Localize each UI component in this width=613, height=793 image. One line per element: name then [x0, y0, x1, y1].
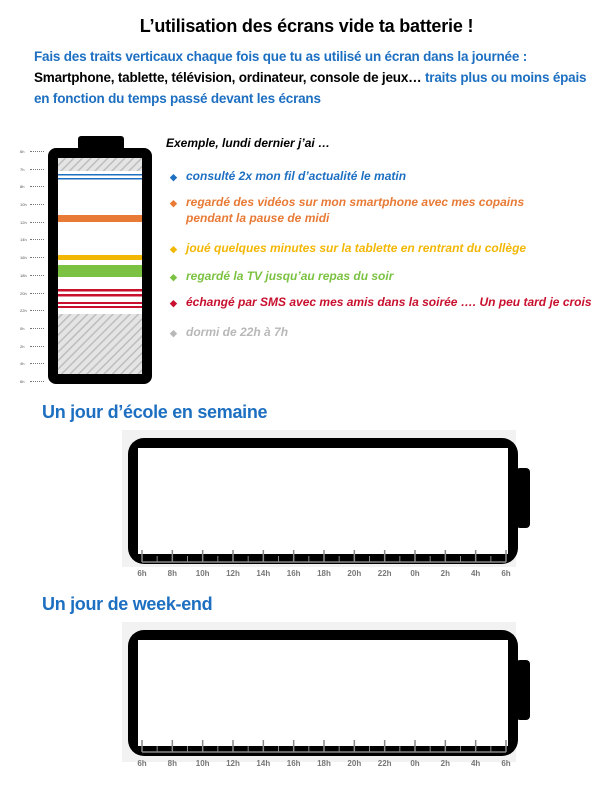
axis-tick-label: 2h	[440, 569, 450, 578]
axis-tick-label: 22h	[377, 759, 392, 768]
example-scale-label: 16h	[20, 255, 44, 260]
example-legend-item	[170, 194, 524, 226]
axis-tick-label: 6h	[501, 569, 511, 578]
example-scale-label: 8h	[20, 184, 44, 189]
axis-tick-label: 16h	[286, 569, 301, 578]
example-scale-label: 6h	[20, 379, 44, 384]
instructions-line-1: Fais des traits verticaux chaque fois que tu as utilisé un écran dans la journée :	[34, 49, 528, 64]
example-scale-label: 6h	[20, 149, 44, 154]
axis-tick-label: 6h	[501, 759, 511, 768]
example-legend-item	[170, 240, 526, 257]
weekend-time-axis	[124, 738, 524, 774]
axis-tick-label: 10h	[195, 759, 210, 768]
example-scale-label: 2h	[20, 344, 44, 349]
axis-tick-label: 14h	[256, 759, 271, 768]
weekday-time-axis	[124, 548, 524, 584]
axis-tick-label: 6h	[137, 569, 147, 578]
example-legend-item	[170, 268, 393, 285]
axis-tick-label: 2h	[440, 759, 450, 768]
page-title: L’utilisation des écrans vide ta batterie !	[139, 16, 474, 36]
axis-tick-label: 10h	[195, 569, 210, 578]
example-scale-label: 12h	[20, 220, 44, 225]
weekend-axis-ticks	[124, 738, 524, 756]
example-legend-text: échangé par SMS avec mes amis dans la soirée …. Un peu tard je crois	[186, 295, 592, 309]
diamond-icon: ◆	[170, 272, 177, 282]
example-scale-label: 4h	[20, 361, 44, 366]
axis-tick-label: 0h	[410, 569, 420, 578]
axis-tick-label: 4h	[470, 569, 481, 578]
diamond-icon: ◆	[170, 172, 177, 182]
example-battery	[44, 136, 156, 388]
axis-tick-label: 0h	[410, 759, 420, 768]
example-legend-item	[170, 294, 592, 311]
axis-tick-label: 18h	[317, 759, 331, 768]
axis-tick-label: 22h	[377, 569, 392, 578]
example-legend-text: consulté 2x mon fil d’actualité le matin	[186, 169, 407, 183]
diamond-icon: ◆	[170, 244, 177, 254]
diamond-icon: ◆	[170, 328, 177, 338]
example-battery-graphic	[44, 136, 156, 388]
axis-tick-label: 12h	[226, 569, 240, 578]
example-scale-label: 0h	[20, 326, 44, 331]
example-scale-label: 22h	[20, 308, 44, 313]
instructions	[34, 46, 594, 109]
instructions-line-2: traits plus ou moins épais en fonction du temps passé devant les écrans	[34, 70, 587, 106]
axis-tick-label: 20h	[347, 759, 362, 768]
example-legend-text: joué quelques minutes sur la tablette en rentrant du collège	[186, 241, 527, 255]
example-title: Exemple, lundi dernier j’ai …	[166, 136, 331, 150]
example-scale-label: 7h	[20, 167, 44, 172]
section-title-weekday: Un jour d’école en semaine	[42, 402, 268, 422]
example-scale-label: 18h	[20, 273, 44, 278]
axis-tick-label: 20h	[347, 569, 362, 578]
axis-tick-label: 8h	[167, 759, 177, 768]
axis-tick-label: 14h	[256, 569, 271, 578]
diamond-icon: ◆	[170, 198, 177, 208]
axis-tick-label: 4h	[470, 759, 481, 768]
instructions-devices: Smartphone, tablette, télévision, ordinateur, console de jeux…	[34, 70, 422, 85]
diamond-icon: ◆	[170, 298, 177, 308]
axis-tick-label: 6h	[137, 759, 147, 768]
axis-tick-label: 16h	[286, 759, 301, 768]
axis-tick-label: 18h	[317, 569, 331, 578]
example-legend-text: regardé des vidéos sur mon smartphone avec mes copains pendant la pause de midi	[186, 195, 525, 225]
weekday-axis-ticks	[124, 548, 524, 566]
section-title-weekend: Un jour de week-end	[42, 594, 213, 614]
example-legend-text: regardé la TV jusqu’au repas du soir	[186, 269, 394, 283]
example-scale-label: 10h	[20, 202, 44, 207]
example-scale-label: 14h	[20, 237, 44, 242]
axis-tick-label: 12h	[226, 759, 240, 768]
example-legend-item	[170, 168, 406, 185]
example-scale-label: 20h	[20, 291, 44, 296]
example-legend-item	[170, 324, 288, 341]
axis-tick-label: 8h	[167, 569, 177, 578]
example-legend-text: dormi de 22h à 7h	[186, 325, 289, 339]
example-scale	[20, 149, 46, 384]
